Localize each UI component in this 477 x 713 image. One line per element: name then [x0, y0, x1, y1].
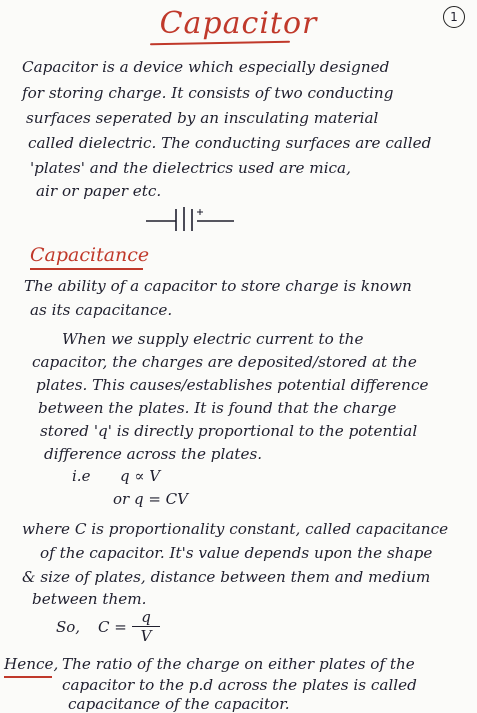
text-line: The ratio of the charge on either plates of the: [62, 655, 415, 673]
fraction-q-over-v: [132, 608, 160, 645]
text-line: where C is proportionality constant, called capacitance: [22, 520, 449, 538]
fraction-denominator: V: [140, 627, 152, 645]
proportional-relation: q ∝ V: [120, 467, 161, 485]
text-line: When we supply electric current to the: [62, 330, 364, 348]
capacitance-equation: or q = CV: [113, 490, 188, 508]
text-line: between them.: [32, 590, 147, 608]
text-line: called dielectric. The conducting surfaces are called: [28, 134, 432, 152]
page-title: Capacitor: [159, 6, 318, 41]
text-line: of the capacitor. It's value depends upon the shape: [40, 544, 433, 562]
text-line: capacitance of the capacitor.: [68, 695, 290, 713]
title-underline: [150, 41, 290, 45]
capacitor-symbol-icon: [142, 203, 242, 233]
text-line: capacitor to the p.d across the plates is called: [62, 676, 417, 694]
ie-label: i.e: [72, 467, 91, 485]
text-line: air or paper etc.: [36, 182, 162, 200]
fraction-numerator: q: [132, 608, 160, 627]
text-line: Capacitor is a device which especially designed: [22, 58, 390, 76]
text-line: surfaces seperated by an insculating material: [26, 109, 379, 127]
hence-label: Hence,: [4, 655, 59, 673]
text-line: difference across the plates.: [44, 445, 263, 463]
page-number: 1: [443, 6, 465, 28]
text-line: plates. This causes/establishes potential difference: [36, 376, 429, 394]
text-line: 'plates' and the dielectrics used are mica,: [30, 159, 351, 177]
section-heading: Capacitance: [30, 244, 150, 266]
text-line: capacitor, the charges are deposited/stored at the: [32, 353, 417, 371]
text-line: The ability of a capacitor to store charge is known: [24, 277, 412, 295]
heading-underline: [30, 268, 143, 270]
hence-underline: [4, 676, 52, 678]
so-label: So,: [56, 618, 81, 636]
text-line: for storing charge. It consists of two conducting: [22, 84, 394, 102]
c-equals: C =: [98, 618, 127, 636]
text-line: as its capacitance.: [30, 301, 173, 319]
text-line: stored 'q' is directly proportional to the potential: [40, 422, 418, 440]
text-line: between the plates. It is found that the charge: [38, 399, 397, 417]
text-line: & size of plates, distance between them and medium: [22, 568, 431, 586]
